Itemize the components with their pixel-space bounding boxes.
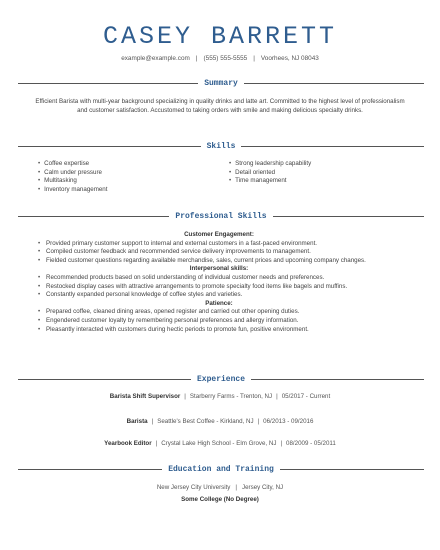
- skill-item: • Inventory management: [38, 186, 107, 195]
- skill-bullet: • Engendered customer loyalty by remembering personal preferences and allergy information.: [38, 317, 400, 326]
- separator: |: [195, 55, 198, 62]
- job-title: Barista: [126, 418, 148, 425]
- job-dates: 05/2017 - Current: [281, 393, 331, 400]
- skill-item: • Coffee expertise: [38, 160, 107, 169]
- separator: |: [155, 440, 158, 447]
- contact-line: [0, 55, 440, 62]
- divider: [18, 83, 198, 84]
- experience-entry: [0, 393, 440, 400]
- education-heading: [18, 464, 424, 474]
- school-name: New Jersey City University: [156, 484, 231, 491]
- contact-phone: (555) 555-5555: [203, 55, 248, 62]
- divider: [273, 216, 424, 217]
- contact-email: example@example.com: [121, 55, 190, 62]
- experience-entry: [0, 418, 440, 425]
- employer: Crystal Lake High School - Elm Grove, NJ: [161, 440, 277, 447]
- skills-list-right: [229, 160, 311, 186]
- skill-item: • Calm under pressure: [38, 169, 107, 178]
- skill-group-title: Interpersonal skills:: [189, 265, 249, 273]
- skill-bullet: • Restocked display cases with attractive arrangements to promote specialty food items like bagels and muffins.: [38, 283, 400, 292]
- section-title-summary: Summary: [204, 78, 238, 88]
- employer: Starberry Farms - Trenton, NJ: [189, 393, 273, 400]
- skills-list-left: [38, 160, 107, 194]
- section-title-education: Education and Training: [168, 464, 274, 474]
- job-dates: 06/2013 - 09/2016: [263, 418, 314, 425]
- section-title-professional-skills: Professional Skills: [175, 211, 267, 221]
- divider: [244, 83, 424, 84]
- divider: [280, 469, 424, 470]
- separator: |: [151, 418, 154, 425]
- professional-skills-heading: [18, 211, 424, 221]
- separator: |: [253, 55, 255, 62]
- experience-entry: [0, 440, 440, 447]
- separator: |: [184, 393, 186, 400]
- separator: |: [257, 418, 260, 425]
- skill-item: • Time management: [229, 177, 311, 186]
- separator: |: [276, 393, 278, 400]
- skill-bullet: • Provided primary customer support to internal and external customers in a fast-paced environment.: [38, 240, 400, 249]
- skill-group-title: Customer Engagement:: [184, 231, 254, 238]
- skill-bullet: • Recommended products based on solid understanding of individual customer needs and preferences.: [38, 274, 400, 283]
- skills-heading: [18, 141, 424, 151]
- job-title: Yearbook Editor: [104, 440, 152, 447]
- job-title: Barista Shift Supervisor: [109, 393, 181, 400]
- education-entry: [0, 484, 440, 491]
- professional-skills-body: [38, 231, 400, 334]
- skill-bullet: • Fielded customer questions regarding available merchandise, sales, current prices and upcoming company changes.: [38, 257, 400, 266]
- separator: |: [235, 484, 238, 491]
- skill-bullet: • Pleasantly interacted with customers during hectic periods to promote fun, positive environment.: [38, 326, 400, 335]
- skill-bullet: • Constantly expanded personal knowledge of coffee styles and varieties.: [38, 291, 400, 300]
- skill-item: • Strong leadership capability: [229, 160, 311, 169]
- skill-group-list: [38, 274, 400, 300]
- divider: [251, 379, 424, 380]
- section-title-skills: Skills: [206, 141, 236, 151]
- skill-group-title: Patience:: [205, 299, 233, 307]
- divider: [18, 146, 201, 147]
- skill-item: • Detail oriented: [229, 169, 311, 178]
- summary-heading: [18, 78, 424, 88]
- degree: Some College (No Degree): [181, 496, 259, 503]
- job-dates: 08/2009 - 05/2011: [286, 440, 336, 447]
- skill-bullet: • Compiled customer feedback and recommended service delivery improvements to management.: [38, 248, 400, 257]
- separator: |: [280, 440, 283, 447]
- employer: Seattle's Best Coffee - Kirkland, NJ: [157, 418, 254, 425]
- summary-text: Efficient Barista with multi-year background specializing in quality drinks and latte art. Committed to the highest level of professionalism and customer satisfaction. Accustomed to taking orders with smile and making delicious specialty drinks.: [35, 98, 405, 115]
- skill-item: • Multitasking: [38, 177, 107, 186]
- skill-group-list: [38, 308, 400, 334]
- experience-heading: [18, 374, 424, 384]
- skill-group-list: [38, 240, 400, 266]
- contact-location: Voorhees, NJ 08043: [260, 55, 319, 62]
- skill-bullet: • Prepared coffee, cleaned dining areas, opened register and carried out other opening duties.: [38, 308, 400, 317]
- divider: [18, 379, 191, 380]
- section-title-experience: Experience: [197, 374, 246, 384]
- divider: [18, 469, 162, 470]
- candidate-name: CASEY BARRETT: [102, 22, 338, 51]
- school-location: Jersey City, NJ: [242, 484, 284, 491]
- divider: [18, 216, 169, 217]
- divider: [241, 146, 424, 147]
